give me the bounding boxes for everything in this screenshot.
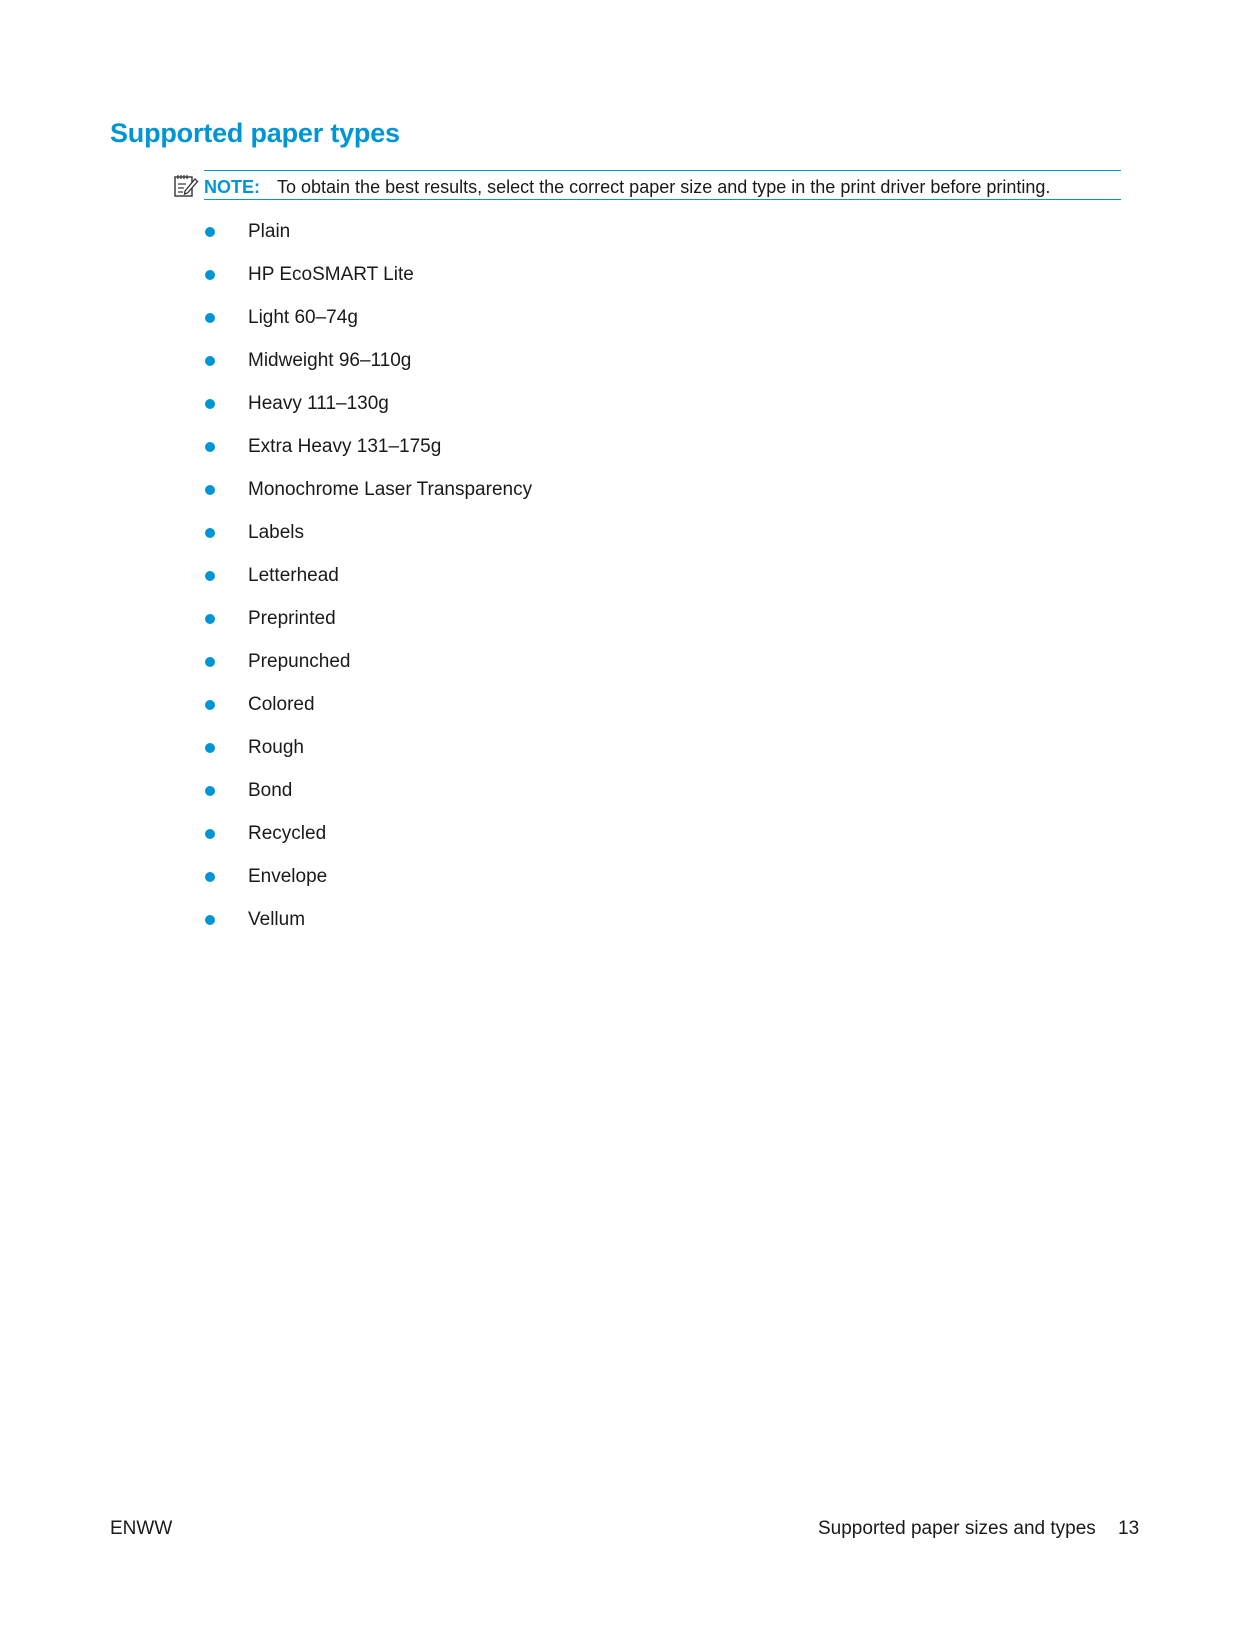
paper-type-label: Monochrome Laser Transparency [248, 479, 533, 500]
footer-section-title: Supported paper sizes and types [818, 1518, 1096, 1539]
footer-locale: ENWW [110, 1518, 173, 1539]
bullet-icon [205, 872, 215, 882]
bullet-icon [205, 571, 215, 581]
paper-type-label: Extra Heavy 131–175g [248, 436, 442, 457]
bullet-icon [205, 270, 215, 280]
paper-type-label: Heavy 111–130g [248, 393, 389, 414]
paper-type-label: Envelope [248, 866, 328, 887]
footer-page-number: 13 [1118, 1518, 1140, 1539]
bullet-icon [205, 485, 215, 495]
note-label: NOTE: [204, 177, 260, 197]
bullet-icon [205, 657, 215, 667]
paper-type-label: Labels [248, 522, 304, 543]
note-box [204, 170, 1121, 200]
paper-type-label: Letterhead [248, 565, 339, 586]
bullet-icon [205, 227, 215, 237]
bullet-icon [205, 829, 215, 839]
paper-type-label: Preprinted [248, 608, 336, 629]
paper-type-label: Bond [248, 780, 293, 801]
paper-type-label: Vellum [248, 909, 306, 930]
bullet-icon [205, 786, 215, 796]
bullet-icon [205, 614, 215, 624]
paper-type-label: Light 60–74g [248, 307, 358, 328]
paper-type-label: Recycled [248, 823, 327, 844]
bullet-icon [205, 528, 215, 538]
bullet-icon [205, 442, 215, 452]
paper-type-label: Colored [248, 694, 315, 715]
paper-type-label: Midweight 96–110g [248, 350, 412, 371]
bullet-icon [205, 399, 215, 409]
paper-type-label: HP EcoSMART Lite [248, 264, 414, 285]
bullet-icon [205, 915, 215, 925]
paper-type-label: Rough [248, 737, 304, 758]
bullet-icon [205, 700, 215, 710]
note-text: To obtain the best results, select the correct paper size and type in the print driver before printing. [277, 177, 1051, 197]
page-title: Supported paper types [110, 118, 400, 148]
bullet-icon [205, 743, 215, 753]
bullet-icon [205, 313, 215, 323]
paper-type-label: Prepunched [248, 651, 351, 672]
note-pencil-icon [173, 172, 199, 198]
bullet-icon [205, 356, 215, 366]
paper-type-label: Plain [248, 221, 291, 242]
